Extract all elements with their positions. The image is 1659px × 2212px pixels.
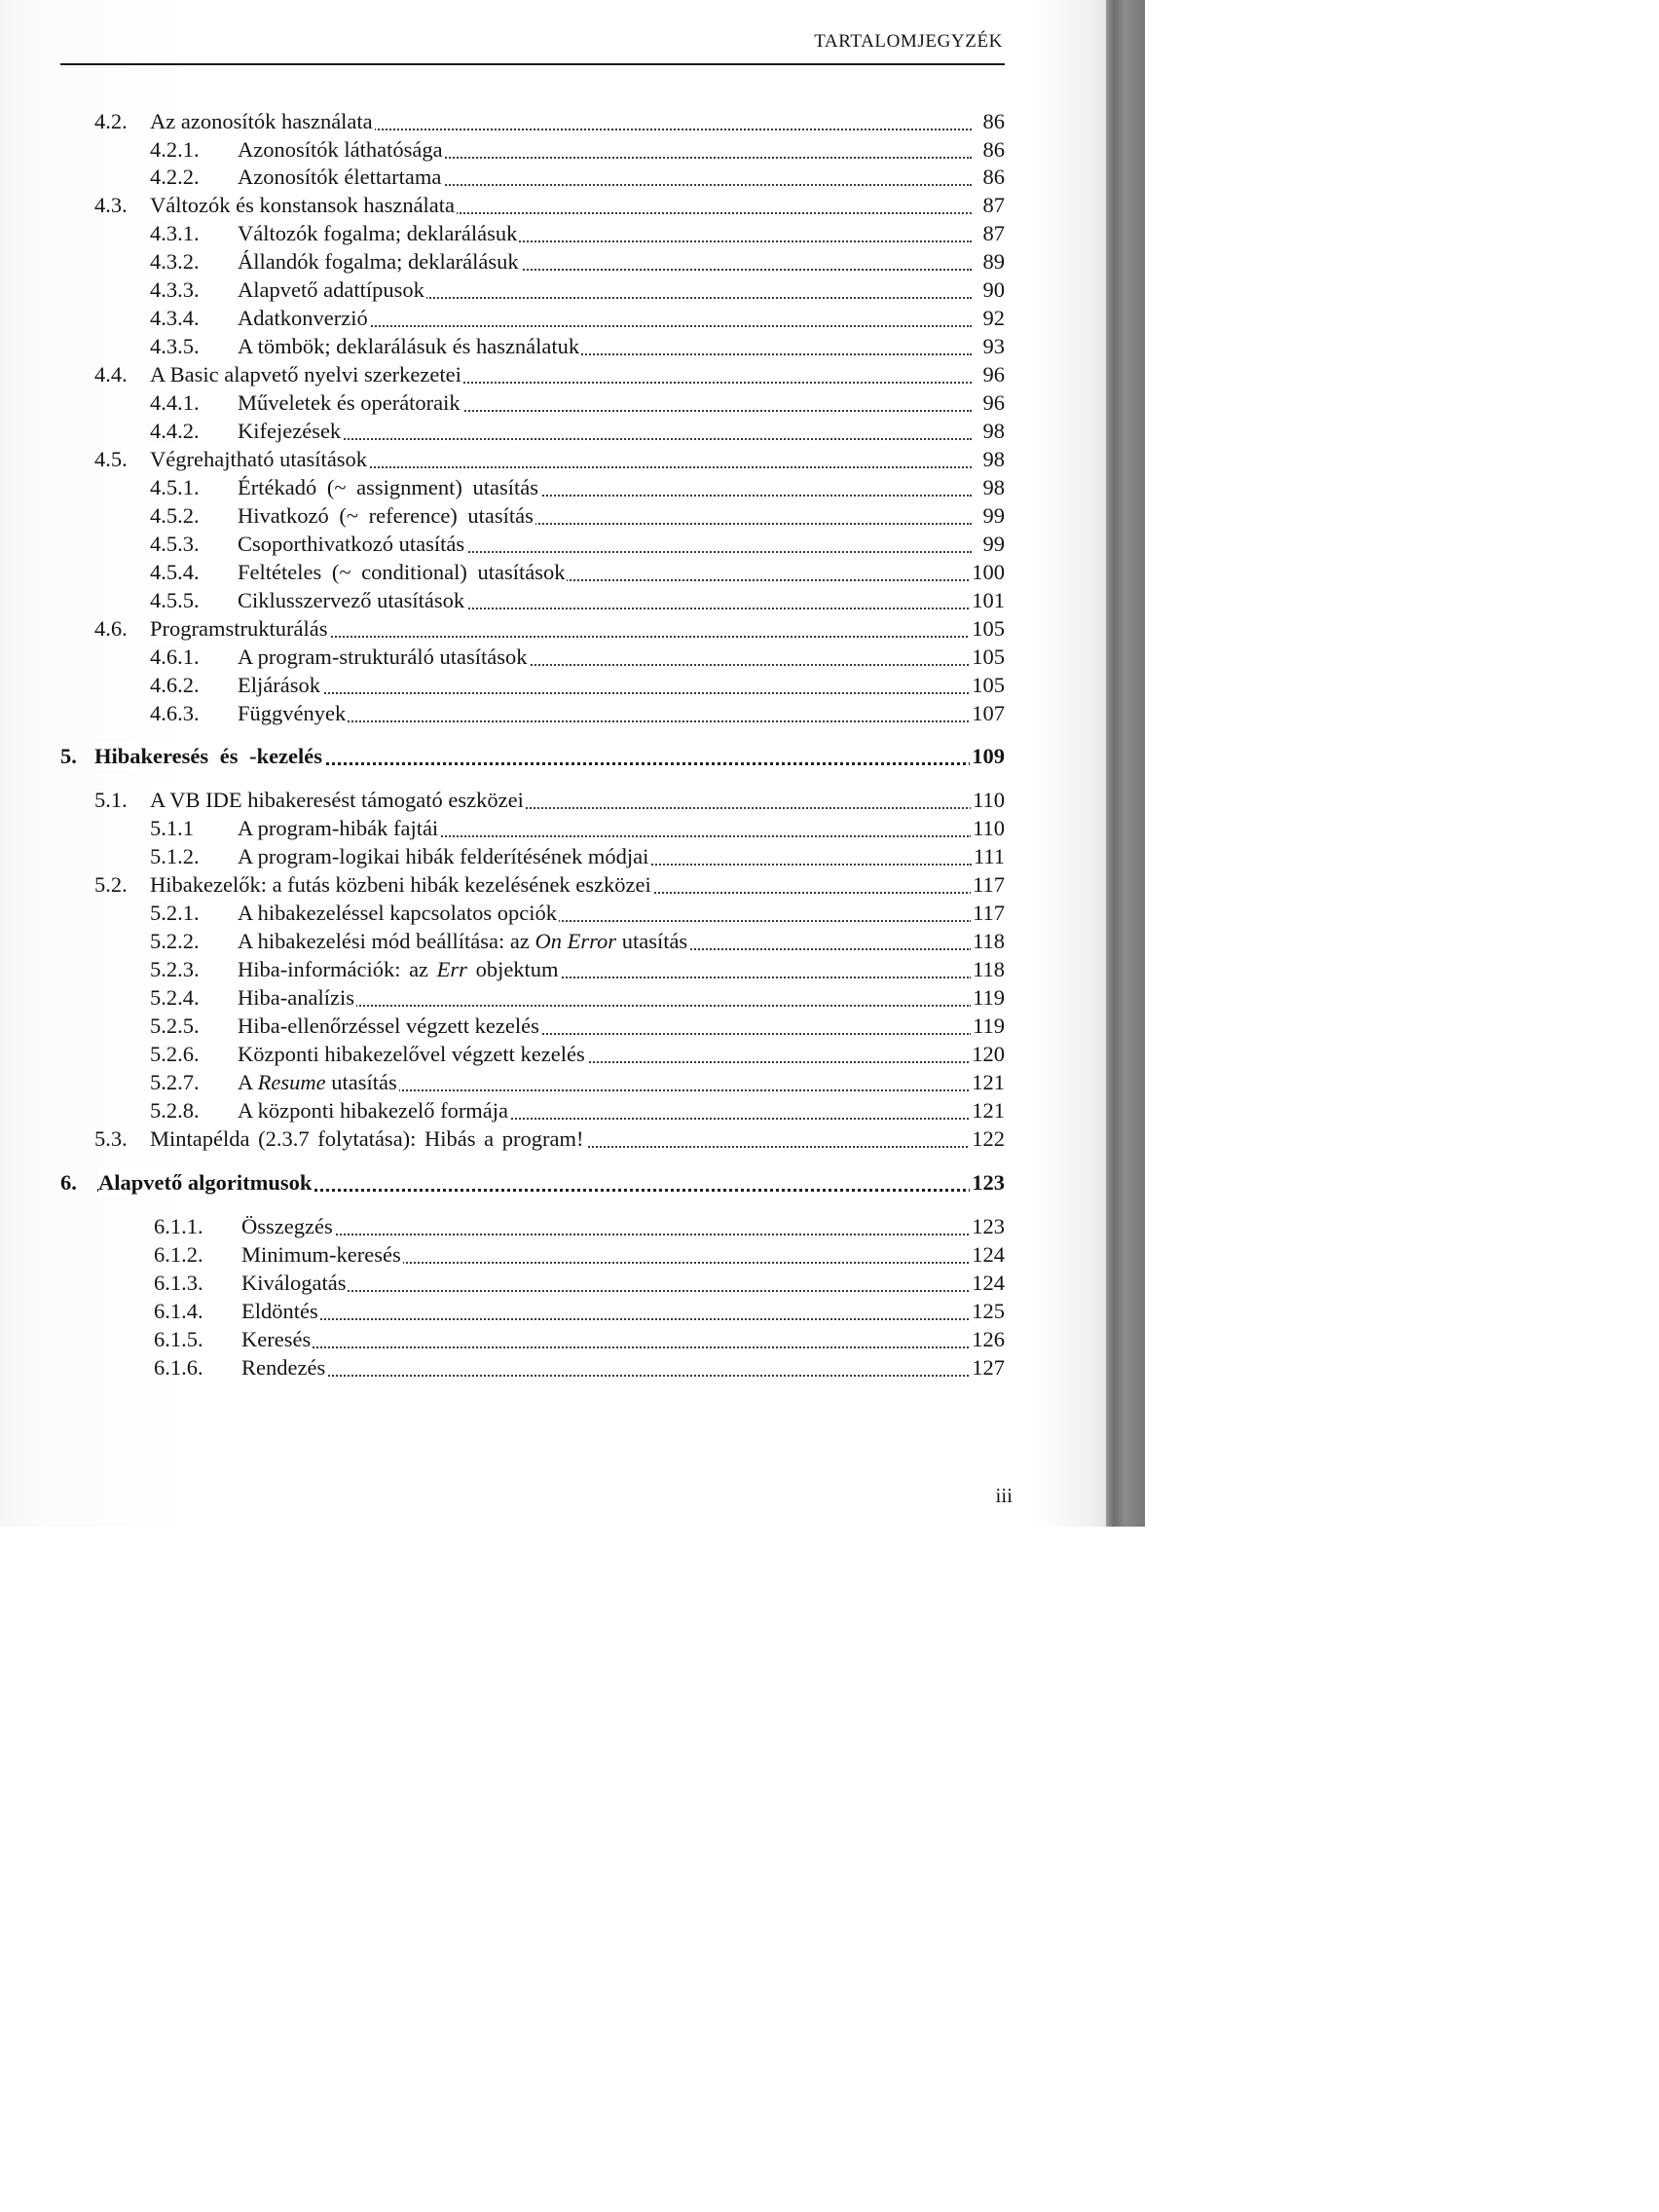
toc-entry[interactable] <box>0 276 1145 304</box>
entry-title-keyword: On Error <box>535 929 617 953</box>
entry-page: 119 <box>973 1014 1005 1038</box>
entry-page: 127 <box>972 1355 1005 1380</box>
entry-number: 4.2.1. <box>150 137 200 162</box>
entry-page: 118 <box>973 929 1005 953</box>
entry-title: Ciklusszervező utasítások <box>238 588 465 612</box>
entry-number: 4.5. <box>94 447 128 471</box>
entry-title-text: A <box>238 1070 258 1094</box>
entry-title: Központi hibakezelővel végzett kezelés <box>238 1042 585 1066</box>
entry-number: 4.3.3. <box>150 277 200 302</box>
entry-title: Feltételes (~ conditional) utasítások <box>238 560 566 584</box>
toc-entry[interactable] <box>0 501 1145 530</box>
chapter-number: 5. <box>60 744 77 768</box>
toc-entry[interactable] <box>0 247 1145 276</box>
toc-entry[interactable] <box>0 586 1145 614</box>
entry-title: Hiba-ellenőrzéssel végzett kezelés <box>238 1014 539 1038</box>
entry-title: Értékadó (~ assignment) utasítás <box>238 475 538 499</box>
entry-page: 96 <box>982 390 1005 415</box>
toc-entry[interactable] <box>0 219 1145 247</box>
entry-number: 4.2. <box>94 109 128 133</box>
entry-page: 87 <box>982 221 1005 245</box>
entry-title: Változók fogalma; deklarálásuk <box>238 221 518 245</box>
entry-title: Azonosítók láthatósága <box>238 137 443 162</box>
toc-entry[interactable] <box>0 445 1145 473</box>
entry-title: Hibakezelők: a futás közbeni hibák kezelésének eszközei <box>150 872 651 897</box>
entry-number: 5.2.2. <box>150 929 200 953</box>
toc-entry[interactable] <box>0 304 1145 332</box>
toc-entry[interactable] <box>0 1325 1145 1353</box>
entry-number: 4.6. <box>94 616 128 641</box>
entry-title-text: utasítás <box>325 1070 397 1094</box>
toc-chapter-entry[interactable] <box>0 1168 1145 1197</box>
entry-title: Végrehajtható utasítások <box>150 447 368 471</box>
entry-number: 4.5.2. <box>150 503 200 528</box>
entry-page: 89 <box>982 249 1005 274</box>
entry-title: Eldöntés <box>241 1299 318 1323</box>
entry-number: 6.1.2. <box>154 1242 203 1267</box>
entry-number: 4.5.3. <box>150 532 200 556</box>
entry-page: 117 <box>973 872 1005 897</box>
running-header: TARTALOMJEGYZÉK <box>814 31 1003 52</box>
entry-page: 86 <box>982 137 1005 162</box>
entry-title-keyword: Err <box>436 957 467 981</box>
toc-entry[interactable] <box>0 332 1145 360</box>
entry-page: 121 <box>972 1098 1005 1123</box>
entry-title <box>238 927 689 955</box>
entry-page: 86 <box>982 109 1005 133</box>
entry-number: 6.1.4. <box>154 1299 203 1323</box>
entry-page: 101 <box>972 588 1005 612</box>
toc-entry[interactable] <box>0 107 1145 135</box>
toc-entry[interactable] <box>0 1240 1145 1269</box>
dot-leader <box>243 1269 972 1292</box>
chapter-title: Hibakeresés és -kezelés <box>94 744 323 768</box>
entry-title: Függvények <box>238 701 347 725</box>
entry-number: 5.2.1. <box>150 901 200 925</box>
entry-page: 98 <box>982 447 1005 471</box>
entry-number: 4.2.2. <box>150 165 200 189</box>
toc-entry[interactable] <box>0 473 1145 501</box>
entry-page: 124 <box>972 1242 1005 1267</box>
entry-title-text: A hibakezelési mód beállítása: az <box>238 929 535 953</box>
entry-number: 5.1.2. <box>150 844 200 868</box>
entry-number: 6.1.1. <box>154 1214 203 1238</box>
toc-entry[interactable] <box>0 699 1145 727</box>
entry-title: Azonosítók élettartama <box>238 165 442 189</box>
entry-title: Programstrukturálás <box>150 616 328 641</box>
chapter-page: 123 <box>972 1170 1005 1195</box>
entry-title: Kifejezések <box>238 419 342 443</box>
entry-title: A VB IDE hibakeresést támogató eszközei <box>150 788 524 812</box>
entry-page: 87 <box>982 193 1005 217</box>
entry-number: 4.4. <box>94 362 128 387</box>
entry-page: 107 <box>972 701 1005 725</box>
entry-page: 125 <box>972 1299 1005 1323</box>
toc-entry[interactable] <box>0 927 1145 955</box>
entry-page: 92 <box>982 306 1005 330</box>
toc-chapter-entry[interactable] <box>0 742 1145 770</box>
toc-entry[interactable] <box>0 814 1145 842</box>
entry-page: 117 <box>973 901 1005 925</box>
toc-entry[interactable] <box>0 842 1145 870</box>
entry-page: 126 <box>972 1327 1005 1351</box>
toc-entry[interactable] <box>0 1096 1145 1124</box>
entry-title: A hibakezeléssel kapcsolatos opciók <box>238 901 558 925</box>
entry-title-text: Hiba-információk: az <box>238 957 437 981</box>
entry-number: 4.3. <box>94 193 128 217</box>
entry-title: Változók és konstansok használata <box>150 193 456 217</box>
entry-title: A központi hibakezelő formája <box>238 1098 509 1123</box>
entry-title: Hiba-analízis <box>238 985 354 1010</box>
entry-number: 5.2.3. <box>150 957 200 981</box>
chapter-number: 6. <box>60 1170 77 1195</box>
entry-title: Keresés <box>241 1327 312 1351</box>
entry-number: 4.4.2. <box>150 419 200 443</box>
entry-number: 5.2.7. <box>150 1070 200 1094</box>
entry-page: 111 <box>973 844 1005 868</box>
header-rule <box>60 63 1005 65</box>
dot-leader <box>243 671 972 694</box>
toc-entry[interactable] <box>0 870 1145 899</box>
entry-page: 118 <box>973 957 1005 981</box>
entry-number: 4.5.4. <box>150 560 200 584</box>
entry-number: 4.3.5. <box>150 334 200 358</box>
entry-number: 6.1.3. <box>154 1271 203 1295</box>
dot-leader <box>243 1325 972 1348</box>
toc-entry[interactable] <box>0 163 1145 191</box>
entry-page: 121 <box>972 1070 1005 1094</box>
entry-title: Eljárások <box>238 673 320 697</box>
entry-number: 5.3. <box>94 1126 128 1151</box>
entry-number: 5.1. <box>94 788 128 812</box>
toc-entry[interactable] <box>0 1212 1145 1240</box>
entry-number: 4.6.3. <box>150 701 200 725</box>
entry-number: 4.6.2. <box>150 673 200 697</box>
toc-entry[interactable] <box>0 1012 1145 1040</box>
toc-entry[interactable] <box>0 671 1145 699</box>
entry-title: Alapvető adattípusok <box>238 277 424 302</box>
toc-entry[interactable] <box>0 530 1145 558</box>
entry-page: 99 <box>982 503 1005 528</box>
entry-page: 124 <box>972 1271 1005 1295</box>
toc-entry[interactable] <box>0 643 1145 671</box>
entry-page: 90 <box>982 277 1005 302</box>
entry-page: 99 <box>982 532 1005 556</box>
dot-leader <box>243 699 972 722</box>
entry-title-text: objektum <box>466 957 559 981</box>
entry-title: Minimum-keresés <box>241 1242 401 1267</box>
entry-title <box>238 955 561 983</box>
entry-title: Rendezés <box>241 1355 326 1380</box>
entry-title: Mintapélda (2.3.7 folytatása): Hibás a program! <box>150 1126 584 1151</box>
entry-number: 4.3.4. <box>150 306 200 330</box>
entry-page: 96 <box>982 362 1005 387</box>
entry-title: A program-hibák fajtái <box>238 816 439 840</box>
toc-entry[interactable] <box>0 417 1145 445</box>
toc-entry[interactable] <box>0 1068 1145 1096</box>
entry-page: 98 <box>982 475 1005 499</box>
toc-entry[interactable] <box>0 1353 1145 1382</box>
entry-number: 4.3.1. <box>150 221 200 245</box>
entry-number: 5.1.1 <box>150 816 194 840</box>
entry-page: 123 <box>972 1214 1005 1238</box>
dot-leader <box>243 1297 972 1320</box>
entry-page: 105 <box>972 616 1005 641</box>
entry-title-text: utasítás <box>616 929 688 953</box>
entry-page: 86 <box>982 165 1005 189</box>
entry-number: 5.2.5. <box>150 1014 200 1038</box>
entry-page: 110 <box>973 816 1005 840</box>
entry-title: Hivatkozó (~ reference) utasítás <box>238 503 534 528</box>
chapter-title: Alapvető algoritmusok <box>98 1170 313 1195</box>
entry-number: 4.6.1. <box>150 645 200 669</box>
entry-page: 98 <box>982 419 1005 443</box>
entry-page: 100 <box>972 560 1005 584</box>
entry-title <box>238 1068 399 1096</box>
entry-number: 5.2. <box>94 872 128 897</box>
entry-number: 4.3.2. <box>150 249 200 274</box>
toc-entry[interactable] <box>0 955 1145 983</box>
toc-entry[interactable] <box>0 135 1145 164</box>
entry-number: 6.1.5. <box>154 1327 203 1351</box>
toc-entry[interactable] <box>0 191 1145 219</box>
entry-page: 105 <box>972 673 1005 697</box>
toc-entry[interactable] <box>0 983 1145 1012</box>
entry-number: 5.2.6. <box>150 1042 200 1066</box>
toc-entry[interactable] <box>0 388 1145 417</box>
entry-page: 122 <box>972 1126 1005 1151</box>
entry-title: Összegzés <box>241 1214 333 1238</box>
entry-number: 5.2.4. <box>150 985 200 1010</box>
toc-entry[interactable] <box>0 899 1145 927</box>
entry-number: 6.1.6. <box>154 1355 203 1380</box>
page-number: iii <box>995 1484 1013 1507</box>
entry-page: 105 <box>972 645 1005 669</box>
entry-title: Az azonosítók használata <box>150 109 373 133</box>
entry-number: 5.2.8. <box>150 1098 200 1123</box>
entry-number: 4.4.1. <box>150 390 200 415</box>
toc-entry[interactable] <box>0 614 1145 643</box>
entry-title: Műveletek és operátoraik <box>238 390 461 415</box>
entry-page: 110 <box>973 788 1005 812</box>
entry-title: A Basic alapvető nyelvi szerkezetei <box>150 362 461 387</box>
toc-entry[interactable] <box>0 360 1145 388</box>
entry-page: 120 <box>972 1042 1005 1066</box>
entry-title: Csoporthivatkozó utasítás <box>238 532 465 556</box>
entry-title: A program-strukturáló utasítások <box>238 645 528 669</box>
entry-title: A tömbök; deklarálásuk és használatuk <box>238 334 580 358</box>
dot-leader <box>243 1212 972 1235</box>
dot-leader <box>243 417 972 440</box>
entry-number: 4.5.1. <box>150 475 200 499</box>
dot-leader <box>243 1353 972 1377</box>
entry-title: Adatkonverzió <box>238 306 368 330</box>
toc-entry[interactable] <box>0 786 1145 814</box>
toc-entry[interactable] <box>0 558 1145 586</box>
entry-title: Állandók fogalma; deklarálásuk <box>238 249 519 274</box>
entry-page: 93 <box>982 334 1005 358</box>
toc-entry[interactable] <box>0 1297 1145 1325</box>
entry-number: 4.5.5. <box>150 588 200 612</box>
entry-page: 119 <box>973 985 1005 1010</box>
toc-entry[interactable] <box>0 1040 1145 1068</box>
entry-title: Kiválogatás <box>241 1271 347 1295</box>
entry-title-keyword: Resume <box>257 1070 326 1094</box>
entry-title: A program-logikai hibák felderítésének módjai <box>238 844 649 868</box>
chapter-page: 109 <box>972 744 1005 768</box>
toc-entry[interactable] <box>0 1124 1145 1153</box>
toc-entry[interactable] <box>0 1269 1145 1297</box>
